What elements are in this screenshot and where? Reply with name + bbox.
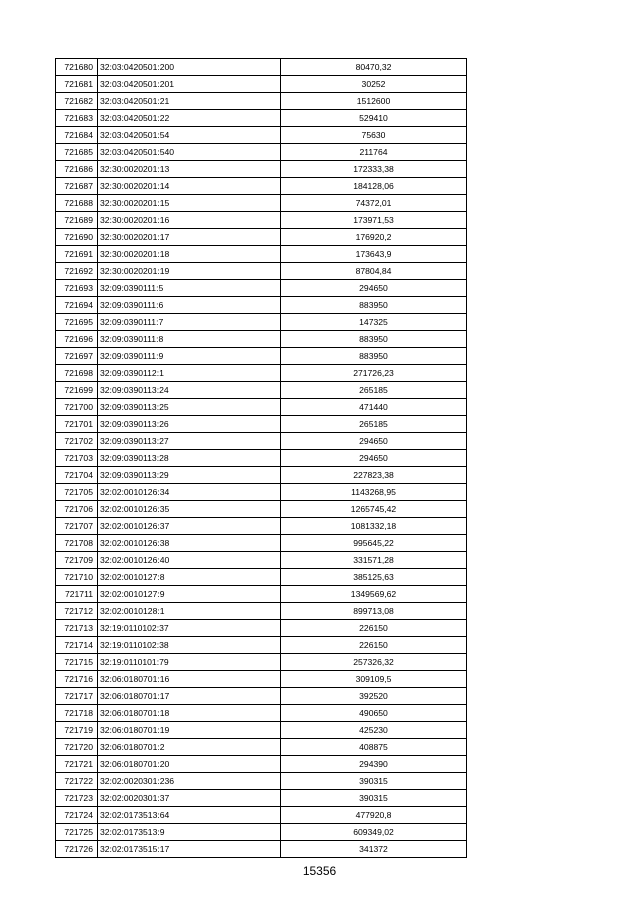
row-number-cell: 721691 — [56, 246, 98, 263]
row-number-cell: 721698 — [56, 365, 98, 382]
value-cell: 211764 — [281, 144, 467, 161]
table-row — [56, 365, 467, 382]
row-number-cell: 721681 — [56, 76, 98, 93]
table-row — [56, 722, 467, 739]
value-cell: 341372 — [281, 841, 467, 858]
row-number-cell: 721707 — [56, 518, 98, 535]
table-row — [56, 212, 467, 229]
row-number-cell: 721688 — [56, 195, 98, 212]
table-row — [56, 314, 467, 331]
cadastral-number-cell: 32:19:0110102:38 — [98, 637, 281, 654]
cadastral-number-cell: 32:02:0010126:37 — [98, 518, 281, 535]
row-number-cell: 721719 — [56, 722, 98, 739]
value-cell: 425230 — [281, 722, 467, 739]
row-number-cell: 721708 — [56, 535, 98, 552]
row-number-cell: 721716 — [56, 671, 98, 688]
cadastral-number-cell: 32:02:0010126:35 — [98, 501, 281, 518]
table-row — [56, 110, 467, 127]
value-cell: 80470,32 — [281, 59, 467, 76]
table-row — [56, 399, 467, 416]
row-number-cell: 721697 — [56, 348, 98, 365]
cadastral-number-cell: 32:02:0010126:34 — [98, 484, 281, 501]
row-number-cell: 721706 — [56, 501, 98, 518]
cadastral-number-cell: 32:03:0420501:22 — [98, 110, 281, 127]
table-row — [56, 671, 467, 688]
table-row — [56, 824, 467, 841]
page-number: 15356 — [302, 864, 337, 878]
cadastral-number-cell: 32:09:0390112:1 — [98, 365, 281, 382]
cadastral-number-cell: 32:02:0020301:37 — [98, 790, 281, 807]
cadastral-number-cell: 32:03:0420501:540 — [98, 144, 281, 161]
table-row — [56, 280, 467, 297]
row-number-cell: 721690 — [56, 229, 98, 246]
row-number-cell: 721720 — [56, 739, 98, 756]
cadastral-number-cell: 32:09:0390111:5 — [98, 280, 281, 297]
table-row — [56, 620, 467, 637]
value-cell: 271726,23 — [281, 365, 467, 382]
value-cell: 899713,08 — [281, 603, 467, 620]
value-cell: 1512600 — [281, 93, 467, 110]
cadastral-number-cell: 32:02:0010126:38 — [98, 535, 281, 552]
table-row — [56, 518, 467, 535]
row-number-cell: 721700 — [56, 399, 98, 416]
row-number-cell: 721694 — [56, 297, 98, 314]
value-cell: 390315 — [281, 790, 467, 807]
value-cell: 265185 — [281, 416, 467, 433]
value-cell: 227823,38 — [281, 467, 467, 484]
row-number-cell: 721692 — [56, 263, 98, 280]
cadastral-number-cell: 32:02:0010126:40 — [98, 552, 281, 569]
cadastral-number-cell: 32:30:0020201:13 — [98, 161, 281, 178]
row-number-cell: 721683 — [56, 110, 98, 127]
value-cell: 1265745,42 — [281, 501, 467, 518]
cadastral-number-cell: 32:03:0420501:21 — [98, 93, 281, 110]
table-row — [56, 93, 467, 110]
row-number-cell: 721715 — [56, 654, 98, 671]
cadastral-number-cell: 32:30:0020201:14 — [98, 178, 281, 195]
cadastral-number-cell: 32:09:0390111:6 — [98, 297, 281, 314]
table-row — [56, 484, 467, 501]
row-number-cell: 721689 — [56, 212, 98, 229]
cadastral-number-cell: 32:03:0420501:201 — [98, 76, 281, 93]
table-row — [56, 773, 467, 790]
value-cell: 226150 — [281, 620, 467, 637]
cadastral-number-cell: 32:02:0173515:17 — [98, 841, 281, 858]
row-number-cell: 721725 — [56, 824, 98, 841]
row-number-cell: 721686 — [56, 161, 98, 178]
table-row — [56, 195, 467, 212]
value-cell: 147325 — [281, 314, 467, 331]
table-row — [56, 807, 467, 824]
value-cell: 471440 — [281, 399, 467, 416]
value-cell: 309109,5 — [281, 671, 467, 688]
table-row — [56, 144, 467, 161]
row-number-cell: 721682 — [56, 93, 98, 110]
value-cell: 75630 — [281, 127, 467, 144]
table-row — [56, 348, 467, 365]
value-cell: 477920,8 — [281, 807, 467, 824]
table-row — [56, 467, 467, 484]
table-row — [56, 433, 467, 450]
table-row — [56, 331, 467, 348]
row-number-cell: 721684 — [56, 127, 98, 144]
table-row — [56, 586, 467, 603]
cadastral-number-cell: 32:03:0420501:54 — [98, 127, 281, 144]
value-cell: 173971,53 — [281, 212, 467, 229]
table-row — [56, 535, 467, 552]
table-row — [56, 688, 467, 705]
row-number-cell: 721726 — [56, 841, 98, 858]
table-row — [56, 263, 467, 280]
cadastral-number-cell: 32:03:0420501:200 — [98, 59, 281, 76]
table-row — [56, 841, 467, 858]
value-cell: 1349569,62 — [281, 586, 467, 603]
cadastral-number-cell: 32:09:0390111:8 — [98, 331, 281, 348]
cadastral-number-cell: 32:09:0390113:24 — [98, 382, 281, 399]
table-row — [56, 59, 467, 76]
cadastral-number-cell: 32:19:0110101:79 — [98, 654, 281, 671]
cadastral-number-cell: 32:02:0173513:64 — [98, 807, 281, 824]
row-number-cell: 721718 — [56, 705, 98, 722]
value-cell: 883950 — [281, 297, 467, 314]
table-row — [56, 229, 467, 246]
value-cell: 995645,22 — [281, 535, 467, 552]
row-number-cell: 721693 — [56, 280, 98, 297]
table-row — [56, 756, 467, 773]
value-cell: 294650 — [281, 450, 467, 467]
value-cell: 408875 — [281, 739, 467, 756]
table-row — [56, 297, 467, 314]
cadastral-number-cell: 32:06:0180701:17 — [98, 688, 281, 705]
cadastral-number-cell: 32:09:0390113:28 — [98, 450, 281, 467]
value-cell: 294390 — [281, 756, 467, 773]
table-body — [56, 59, 467, 858]
table-row — [56, 552, 467, 569]
value-cell: 883950 — [281, 348, 467, 365]
value-cell: 529410 — [281, 110, 467, 127]
table-row — [56, 705, 467, 722]
value-cell: 1081332,18 — [281, 518, 467, 535]
value-cell: 294650 — [281, 433, 467, 450]
row-number-cell: 721709 — [56, 552, 98, 569]
table-row — [56, 178, 467, 195]
cadastral-number-cell: 32:09:0390113:29 — [98, 467, 281, 484]
value-cell: 390315 — [281, 773, 467, 790]
cadastral-number-cell: 32:02:0010127:8 — [98, 569, 281, 586]
cadastral-value-table — [55, 58, 467, 858]
row-number-cell: 721696 — [56, 331, 98, 348]
row-number-cell: 721705 — [56, 484, 98, 501]
row-number-cell: 721712 — [56, 603, 98, 620]
value-cell: 294650 — [281, 280, 467, 297]
row-number-cell: 721702 — [56, 433, 98, 450]
value-cell: 30252 — [281, 76, 467, 93]
cadastral-number-cell: 32:02:0010128:1 — [98, 603, 281, 620]
cadastral-number-cell: 32:19:0110102:37 — [98, 620, 281, 637]
value-cell: 176920,2 — [281, 229, 467, 246]
value-cell: 257326,32 — [281, 654, 467, 671]
cadastral-number-cell: 32:02:0173513:9 — [98, 824, 281, 841]
cadastral-number-cell: 32:09:0390111:9 — [98, 348, 281, 365]
row-number-cell: 721717 — [56, 688, 98, 705]
row-number-cell: 721680 — [56, 59, 98, 76]
value-cell: 1143268,95 — [281, 484, 467, 501]
table-row — [56, 603, 467, 620]
table-row — [56, 76, 467, 93]
row-number-cell: 721713 — [56, 620, 98, 637]
row-number-cell: 721685 — [56, 144, 98, 161]
row-number-cell: 721721 — [56, 756, 98, 773]
cadastral-number-cell: 32:30:0020201:15 — [98, 195, 281, 212]
table-row — [56, 416, 467, 433]
row-number-cell: 721722 — [56, 773, 98, 790]
table-row — [56, 654, 467, 671]
cadastral-number-cell: 32:02:0020301:236 — [98, 773, 281, 790]
value-cell: 609349,02 — [281, 824, 467, 841]
table-row — [56, 382, 467, 399]
value-cell: 883950 — [281, 331, 467, 348]
row-number-cell: 721724 — [56, 807, 98, 824]
row-number-cell: 721699 — [56, 382, 98, 399]
table-row — [56, 161, 467, 178]
cadastral-number-cell: 32:09:0390113:25 — [98, 399, 281, 416]
value-cell: 87804,84 — [281, 263, 467, 280]
cadastral-number-cell: 32:30:0020201:17 — [98, 229, 281, 246]
row-number-cell: 721704 — [56, 467, 98, 484]
cadastral-number-cell: 32:06:0180701:19 — [98, 722, 281, 739]
table-row — [56, 569, 467, 586]
cadastral-number-cell: 32:02:0010127:9 — [98, 586, 281, 603]
value-cell: 385125,63 — [281, 569, 467, 586]
cadastral-number-cell: 32:30:0020201:16 — [98, 212, 281, 229]
value-cell: 490650 — [281, 705, 467, 722]
row-number-cell: 721695 — [56, 314, 98, 331]
cadastral-number-cell: 32:30:0020201:19 — [98, 263, 281, 280]
table-row — [56, 246, 467, 263]
row-number-cell: 721703 — [56, 450, 98, 467]
table-row — [56, 790, 467, 807]
cadastral-number-cell: 32:06:0180701:20 — [98, 756, 281, 773]
row-number-cell: 721710 — [56, 569, 98, 586]
cadastral-number-cell: 32:06:0180701:2 — [98, 739, 281, 756]
cadastral-number-cell: 32:09:0390113:27 — [98, 433, 281, 450]
value-cell: 226150 — [281, 637, 467, 654]
value-cell: 265185 — [281, 382, 467, 399]
value-cell: 184128,06 — [281, 178, 467, 195]
cadastral-number-cell: 32:09:0390111:7 — [98, 314, 281, 331]
table-row — [56, 501, 467, 518]
value-cell: 172333,38 — [281, 161, 467, 178]
table-row — [56, 450, 467, 467]
value-cell: 331571,28 — [281, 552, 467, 569]
row-number-cell: 721701 — [56, 416, 98, 433]
cadastral-number-cell: 32:06:0180701:16 — [98, 671, 281, 688]
cadastral-number-cell: 32:06:0180701:18 — [98, 705, 281, 722]
row-number-cell: 721714 — [56, 637, 98, 654]
row-number-cell: 721711 — [56, 586, 98, 603]
value-cell: 392520 — [281, 688, 467, 705]
row-number-cell: 721723 — [56, 790, 98, 807]
table-row — [56, 127, 467, 144]
table-row — [56, 637, 467, 654]
value-cell: 74372,01 — [281, 195, 467, 212]
row-number-cell: 721687 — [56, 178, 98, 195]
cadastral-number-cell: 32:30:0020201:18 — [98, 246, 281, 263]
table-row — [56, 739, 467, 756]
cadastral-number-cell: 32:09:0390113:26 — [98, 416, 281, 433]
value-cell: 173643,9 — [281, 246, 467, 263]
